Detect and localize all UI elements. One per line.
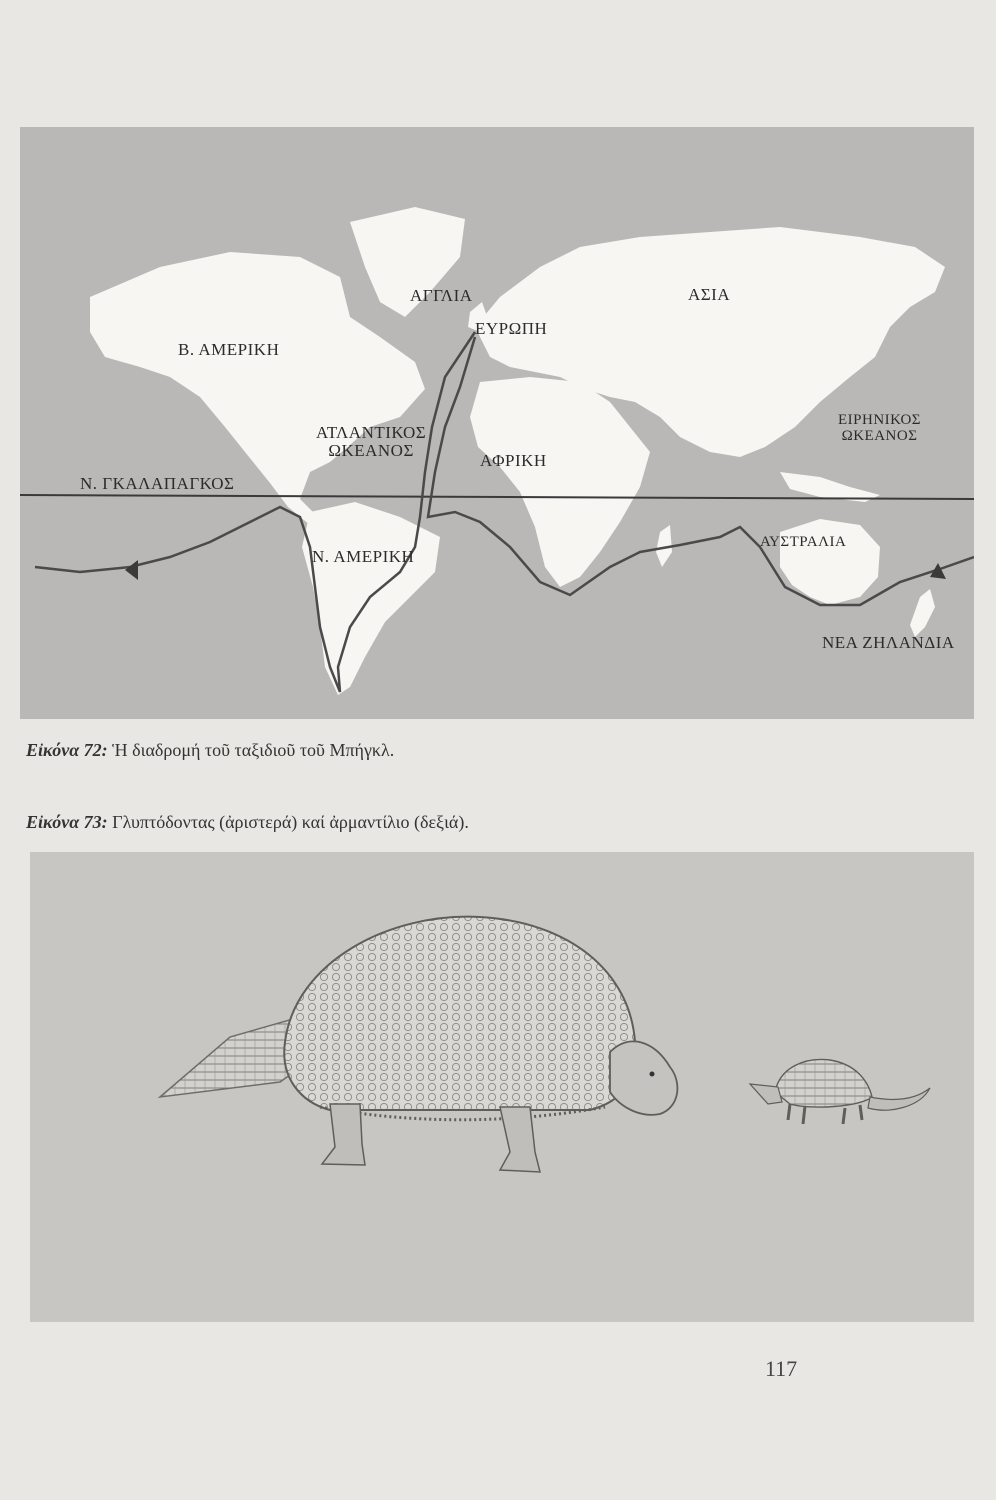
map-label-pacific-ocean [838,413,921,445]
figure72-caption [26,740,394,761]
map-label-atlantic-ocean [316,424,426,460]
world-map-drawing [20,127,974,719]
map-label-asia: ΑΣΙΑ [688,285,731,304]
page-number: 117 [765,1356,798,1381]
armadillo-body [775,1059,872,1107]
map-label-africa: ΑΦΡΙΚΗ [480,451,547,470]
glyptodon-front-leg [500,1107,540,1172]
armadillo-head [750,1084,782,1104]
figure73-caption-text: Γλυπτόδοντας (ἀριστερά) καί ἀρμαντίλιο (δεξιά). [112,812,469,832]
glyptodon-armadillo-figure [30,852,974,1322]
atlantic-line-2: ΩΚΕΑΝΟΣ [328,440,414,460]
atlantic-line-1: ΑΤΛΑΝΤΙΚΟΣ [316,423,427,442]
armadillo-tail [868,1088,930,1110]
glyptodon-head [610,1041,677,1114]
map-label-new-zealand: ΝΕΑ ΖΗΛΑΝΔΙΑ [822,633,955,652]
glyptodon-shell [284,917,636,1110]
map-label-south-america: Ν. ΑΜΕΡΙΚΗ [312,547,415,566]
world-map-figure [20,127,974,719]
figure73-caption [26,812,469,833]
figure73-caption-prefix: Εἰκόνα 73: [26,812,108,832]
pacific-line-1: ΕΙΡΗΝΙΚΟΣ [838,412,922,428]
map-label-england: ΑΓΓΛΙΑ [410,286,473,305]
map-label-europe: ΕΥΡΩΠΗ [475,319,548,338]
animal-illustration [30,852,974,1322]
pacific-line-2: ΩΚΕΑΝΟΣ [841,427,918,444]
figure72-caption-text: Ἡ διαδρομή τοῦ ταξιδιοῦ τοῦ Μπήγκλ. [112,740,395,760]
map-label-north-america: Β. ΑΜΕΡΙΚΗ [178,340,280,359]
map-label-galapagos: Ν. ΓΚΑΛΑΠΑΓΚΟΣ [80,474,235,493]
glyptodon-back-leg [322,1104,365,1165]
glyptodon-eye [650,1072,655,1077]
figure72-caption-prefix: Εἰκόνα 72: [26,740,108,760]
map-label-australia: ΑΥΣΤΡΑΛΙΑ [760,534,847,550]
